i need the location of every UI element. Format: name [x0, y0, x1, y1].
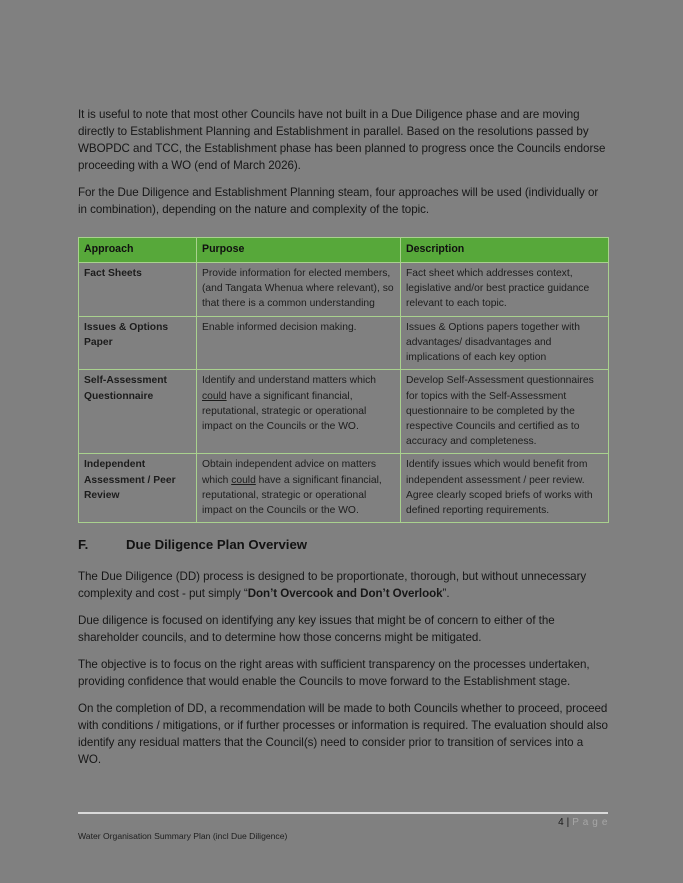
purpose-text-emphasis: could: [231, 474, 256, 486]
table-row: [79, 454, 609, 523]
cell-purpose: Enable informed decision making.: [197, 316, 401, 370]
table-row: [79, 370, 609, 454]
cell-approach: Self-Assessment Questionnaire: [79, 370, 197, 454]
approach-table: [78, 237, 609, 523]
section-paragraph-1: [78, 568, 608, 602]
section-title: Due Diligence Plan Overview: [126, 537, 308, 553]
table-row: [79, 316, 609, 370]
page-footer: [78, 812, 608, 842]
paragraph-text-pre: The Due Diligence (DD) process is designed to be proportionate, thorough, but without unnecessary complexity and cost - put simply “: [78, 569, 587, 600]
section-heading: [78, 536, 608, 553]
purpose-text-pre: Obtain independent advice on matters which: [202, 459, 377, 486]
cell-description: Identify issues which would benefit from independent assessment / peer review. Agree clearly scoped briefs of works with defined reporting requirements.: [401, 454, 609, 523]
page-content: [78, 106, 608, 778]
cell-approach: Independent Assessment / Peer Review: [79, 454, 197, 523]
cell-approach: Issues & Options Paper: [79, 316, 197, 370]
footer-divider: [78, 812, 608, 814]
purpose-text-emphasis: could: [202, 390, 227, 402]
cell-description: Issues & Options papers together with advantages/ disadvantages and implications of each key option: [401, 316, 609, 370]
purpose-text-post: have a significant financial, reputational, strategic or operational impact on the Councils or the WO.: [202, 474, 382, 517]
cell-description: Develop Self-Assessment questionnaires for topics with the Self-Assessment questionnaire to be completed by the respective Councils and certified as to accuracy and completeness.: [401, 370, 609, 454]
footer-document-title: Water Organisation Summary Plan (incl Due Diligence): [78, 831, 288, 841]
purpose-text-pre: Identify and understand matters which: [202, 375, 377, 387]
table-header-row: [79, 238, 609, 263]
intro-paragraph-1: It is useful to note that most other Councils have not built in a Due Diligence phase and are moving directly to Establishment Planning and Establishment in parallel. Based on the resolutions passed by WBOPDC and TCC, the Establishment phase has been planned to progress once the Councils endorse proceeding with a WO (end of March 2026).: [78, 108, 606, 173]
cell-purpose: [197, 454, 401, 523]
section-number: F.: [78, 537, 89, 553]
cell-approach: Fact Sheets: [79, 262, 197, 316]
section-paragraph-2: Due diligence is focused on identifying any key issues that might be of concern to either of the shareholder councils, and to determine how those concerns might be mitigated.: [78, 613, 555, 644]
footer-page-number: [78, 817, 608, 829]
page-word-label: P a g e: [572, 817, 608, 828]
page-number-value: 4: [558, 817, 564, 828]
cell-purpose: Provide information for elected members, (and Tangata Whenua where relevant), so that there is a common understanding: [197, 262, 401, 316]
table-header-purpose: Purpose: [197, 238, 401, 263]
cell-description: Fact sheet which addresses context, legislative and/or best practice guidance relevant to each topic.: [401, 262, 609, 316]
intro-paragraph-2: For the Due Diligence and Establishment Planning steam, four approaches will be used (individually or in combination), depending on the nature and complexity of the topic.: [78, 186, 599, 217]
cell-purpose: [197, 370, 401, 454]
table-row: [79, 262, 609, 316]
table-header-description: Description: [401, 238, 609, 263]
section-paragraph-3: The objective is to focus on the right areas with sufficient transparency on the processes undertaken, providing confidence that would enable the Councils to move forward to the Establishment stage.: [78, 657, 590, 688]
page-number-separator: |: [566, 817, 570, 828]
table-header-approach: Approach: [79, 238, 197, 263]
section-paragraph-4: On the completion of DD, a recommendation will be made to both Councils whether to proceed, proceed with conditions / mitigations, or if further processes or information is required. The evaluation should also identify any residual matters that the Council(s) need to consider prior to transition of services into a WO.: [78, 701, 608, 766]
purpose-text-post: have a significant financial, reputational, strategic or operational impact on the Councils or the WO.: [202, 390, 367, 432]
paragraph-text-emphasis: Don’t Overcook and Don’t Overlook: [247, 586, 443, 600]
paragraph-text-post: ”.: [442, 586, 450, 600]
